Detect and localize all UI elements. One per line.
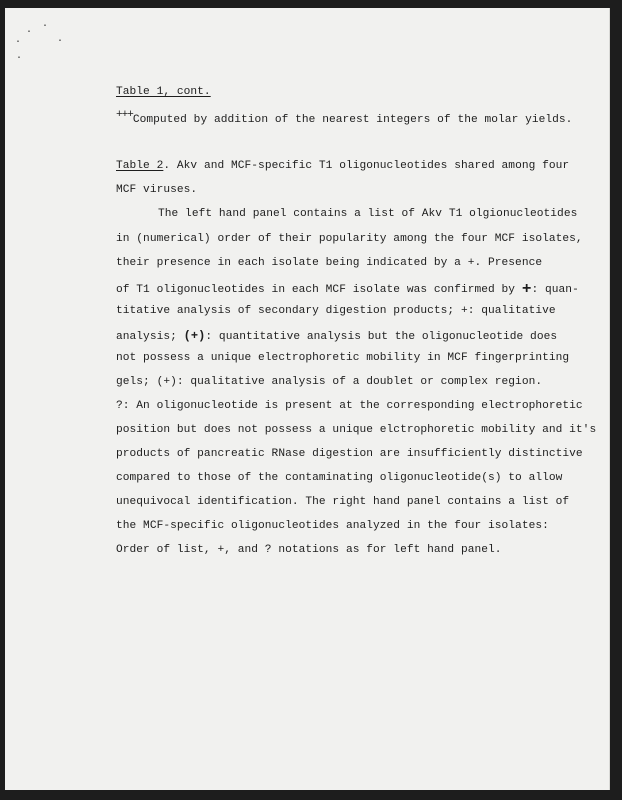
table1-note-marker: +++ — [116, 109, 133, 121]
paragraph-line-6-start: analysis; — [116, 331, 184, 343]
paragraph-line-5: titative analysis of secondary digestion products; +: qualitative — [116, 305, 556, 317]
paragraph-line-7: not possess a unique electrophoretic mobility in MCF fingerprinting — [116, 352, 570, 364]
paragraph-line-12: compared to those of the contaminating oligonucleotide(s) to allow — [116, 472, 563, 484]
paragraph-line-4 — [116, 279, 579, 297]
paragraph-line-9: ?: An oligonucleotide is present at the corresponding electrophoretic — [116, 400, 583, 412]
circled-bold-plus-symbol: (+) — [183, 329, 206, 343]
scan-speck: . — [15, 35, 22, 46]
scan-speck: · — [26, 27, 33, 38]
table1-heading-text: Table 1, cont. — [116, 86, 211, 98]
paragraph-line-4-end: : quan- — [531, 284, 579, 296]
table1-note — [116, 109, 573, 126]
bold-plus-symbol: + — [521, 280, 532, 298]
paragraph-line-15: Order of list, +, and ? notations as for left hand panel. — [116, 544, 502, 556]
table2-title-line-2: MCF viruses. — [116, 184, 198, 196]
scan-speck: . — [57, 34, 64, 45]
paragraph-line-13: unequivocal identification. The right hand panel contains a list of — [116, 496, 570, 508]
paragraph-line-2: in (numerical) order of their popularity among the four MCF isolates, — [116, 233, 583, 245]
paragraph-line-10: position but does not possess a unique elctrophoretic mobility and it's — [116, 424, 597, 436]
paragraph-line-1: The left hand panel contains a list of Akv T1 olgionucleotides — [158, 208, 578, 220]
paragraph-line-3: their presence in each isolate being indicated by a +. Presence — [116, 257, 543, 269]
paragraph-line-6-end: : quantitative analysis but the oligonucleotide does — [205, 331, 558, 343]
table1-note-text: Computed by addition of the nearest integers of the molar yields. — [132, 114, 573, 126]
table1-heading — [116, 86, 211, 98]
paragraph-line-11: products of pancreatic RNase digestion are insufficiently distinctive — [116, 448, 583, 460]
scan-speck: . — [42, 19, 49, 30]
paragraph-line-6 — [116, 329, 557, 343]
table2-title-rest: . Akv and MCF-specific T1 oligonucleotides shared among four — [163, 160, 570, 172]
paragraph-line-8: gels; (+): qualitative analysis of a doublet or complex region. — [116, 376, 543, 388]
paragraph-line-14: the MCF-specific oligonucleotides analyzed in the four isolates: — [116, 520, 549, 532]
scan-speck: . — [16, 51, 23, 62]
table2-title-line-1 — [116, 160, 569, 172]
table2-label: Table 2 — [116, 160, 164, 172]
paragraph-line-4-start: of T1 oligonucleotides in each MCF isolate was confirmed by — [116, 284, 522, 296]
